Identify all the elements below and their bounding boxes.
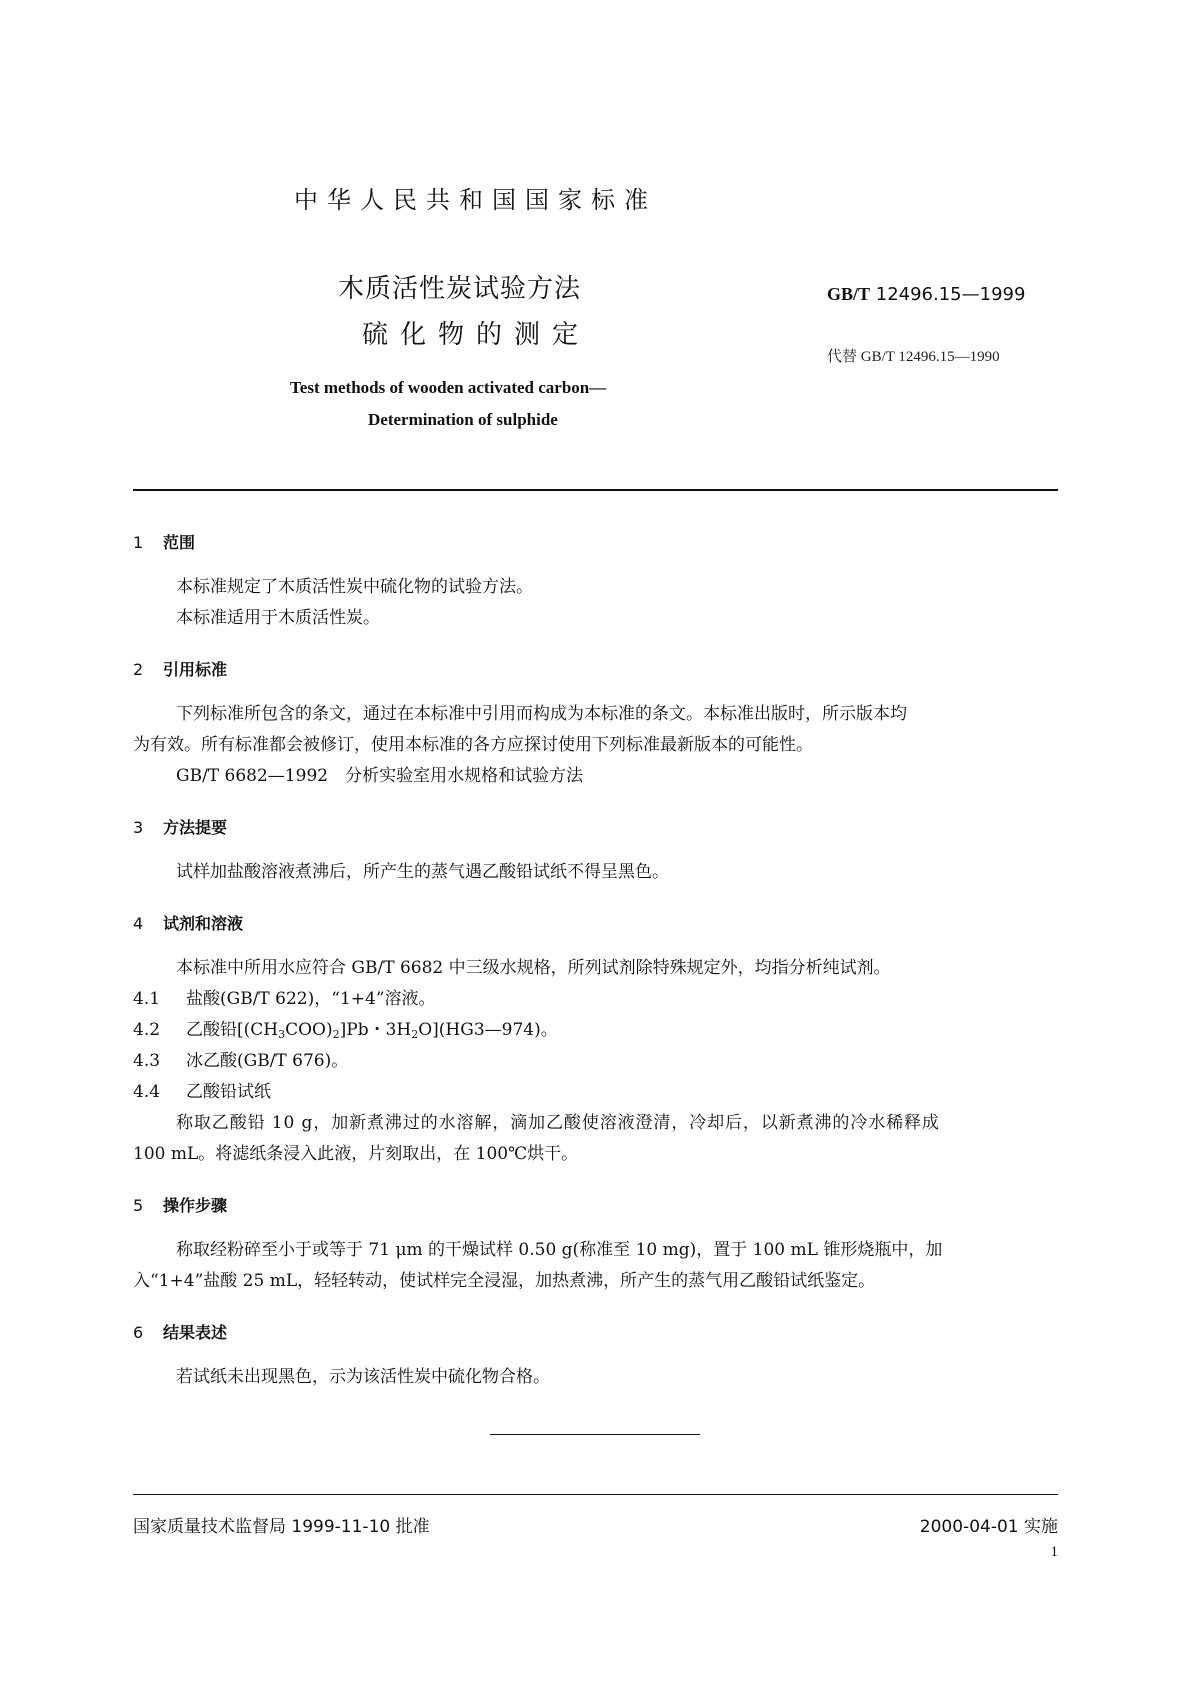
reference-item: GB/T 6682—1992 分析实验室用水规格和试验方法 [176, 766, 584, 786]
section-5-heading [133, 1193, 227, 1216]
end-divider [490, 1434, 700, 1435]
section-number: 6 [133, 1323, 144, 1342]
standard-code: 12496.15—1999 [875, 284, 1026, 305]
document-subtitle: 硫化物的测定 [362, 320, 591, 350]
paragraph: 称取经粉碎至小于或等于 71 μm 的干燥试样 0.50 g(称准至 10 mg)，置于 100 mL 锥形烧瓶中，加 [176, 1240, 943, 1260]
implementation-date: 2000-04-01 实施 [919, 1517, 1058, 1537]
section-1-heading [133, 530, 195, 553]
section-6-heading [133, 1320, 227, 1343]
section-number: 1 [133, 533, 144, 552]
standard-number [827, 284, 1025, 305]
standard-prefix: GB/T [827, 284, 871, 304]
english-subtitle: Determination of sulphide [368, 410, 558, 429]
section-number: 2 [133, 660, 144, 679]
paragraph: 本标准适用于木质活性炭。 [176, 608, 380, 628]
paragraph: 若试纸未出现黑色，示为该活性炭中硫化物合格。 [176, 1367, 550, 1387]
section-4-heading [133, 911, 243, 934]
item-text: 冰乙酸(GB/T 676)。 [186, 1051, 349, 1071]
document-title: 木质活性炭试验方法 [338, 274, 582, 304]
replaces-standard: 代替 GB/T 12496.15—1990 [827, 349, 1000, 365]
paragraph: 本标准规定了木质活性炭中硫化物的试验方法。 [176, 577, 533, 597]
paragraph: 试样加盐酸溶液煮沸后，所产生的蒸气遇乙酸铅试纸不得呈黑色。 [176, 862, 669, 882]
section-number: 3 [133, 818, 144, 837]
item-number: 4.3 [133, 1051, 161, 1071]
paragraph: 称取乙酸铅 10 g，加新煮沸过的水溶解，滴加乙酸使溶液澄清，冷却后，以新煮沸的冷水稀释成 [176, 1113, 940, 1133]
paragraph: 本标准中所用水应符合 GB/T 6682 中三级水规格，所列试剂除特殊规定外，均指分析纯试剂。 [176, 958, 891, 978]
list-item [133, 1022, 558, 1040]
list-item [133, 991, 436, 1008]
item-text: 乙酸铅$[(CH_3COO)_2]Pb$・$3H_2O](HG3—974)$。 [186, 1020, 558, 1041]
item-text: 盐酸(GB/T 622)，“1+4”溶液。 [186, 989, 436, 1009]
item-number: 4.4 [133, 1082, 161, 1102]
page-number: 1 [1050, 1544, 1058, 1560]
section-title: 试剂和溶液 [163, 914, 244, 933]
section-number: 4 [133, 914, 144, 933]
paragraph: 入“1+4”盐酸 25 mL，轻轻转动，使试样完全浸湿，加热煮沸，所产生的蒸气用乙酸铅试纸鉴定。 [133, 1271, 876, 1291]
section-title: 方法提要 [163, 818, 228, 837]
section-2-heading [133, 657, 227, 680]
paragraph: 下列标准所包含的条文，通过在本标准中引用而构成为本标准的条文。本标准出版时，所示版本均 [176, 704, 907, 724]
section-title: 结果表述 [163, 1323, 228, 1342]
item-text: 乙酸铅试纸 [186, 1082, 271, 1102]
footer-divider [133, 1494, 1058, 1495]
header-divider [133, 489, 1058, 491]
section-title: 范围 [163, 533, 196, 552]
national-standard-title: 中华人民共和国国家标准 [294, 186, 657, 214]
item-number: 4.2 [133, 1020, 161, 1040]
section-number: 5 [133, 1196, 144, 1215]
item-number: 4.1 [133, 989, 161, 1009]
approval-note: 国家质量技术监督局 1999-11-10 批准 [133, 1517, 430, 1537]
paragraph: 100 mL。将滤纸条浸入此液，片刻取出，在 100℃烘干。 [133, 1144, 579, 1164]
list-item [133, 1053, 348, 1070]
section-title: 操作步骤 [163, 1196, 228, 1215]
paragraph: 为有效。所有标准都会被修订，使用本标准的各方应探讨使用下列标准最新版本的可能性。 [133, 735, 813, 755]
english-title: Test methods of wooden activated carbon— [290, 378, 607, 397]
section-3-heading [133, 815, 227, 838]
section-title: 引用标准 [163, 660, 228, 679]
list-item [133, 1084, 271, 1101]
